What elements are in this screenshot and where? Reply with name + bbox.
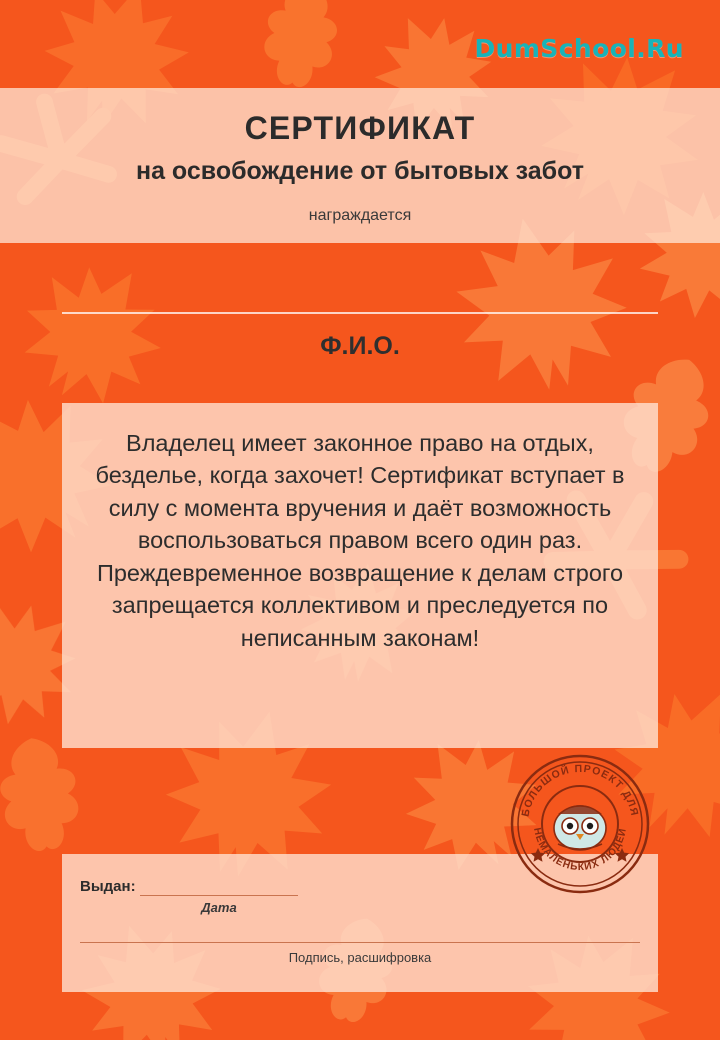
awarded-label: награждается <box>308 207 412 224</box>
stamp-seal-icon <box>508 752 652 896</box>
certificate-header <box>0 88 720 243</box>
certificate-subtitle: на освобождение от бытовых забот <box>135 157 585 185</box>
brand-logo[interactable]: DumSchool.Ru <box>474 34 684 63</box>
certificate-body-panel <box>62 403 658 748</box>
certificate-body-text: Владелец имеет законное право на отдых, безделье, когда захочет! Сертификат вступает в силу с момента вручения и даёт возможность воспользоваться правом всего один раз. Преждевременное возвращение к делам строго запрещается коллективом и преследуется по неписанным законам! <box>95 430 625 651</box>
recipient-name-placeholder: Ф.И.О. <box>320 332 400 360</box>
name-divider <box>62 312 658 314</box>
issued-label: Выдан: <box>80 878 136 895</box>
signature-label: Подпись, расшифровка <box>288 950 432 965</box>
stamp-emblem-icon <box>554 805 606 850</box>
stamp-top-text: БОЛЬШОЙ ПРОЕКТ ДЛЯ <box>519 762 641 818</box>
signature-field-line[interactable] <box>80 942 640 943</box>
official-stamp <box>508 752 652 896</box>
stamp-bottom-text: НЕМАЛЕНЬКИХ ЛЮДЕЙ <box>531 826 629 874</box>
date-label: Дата <box>201 900 237 915</box>
date-field-line[interactable] <box>140 895 298 896</box>
page-title: СЕРТИФИКАТ <box>244 110 476 146</box>
